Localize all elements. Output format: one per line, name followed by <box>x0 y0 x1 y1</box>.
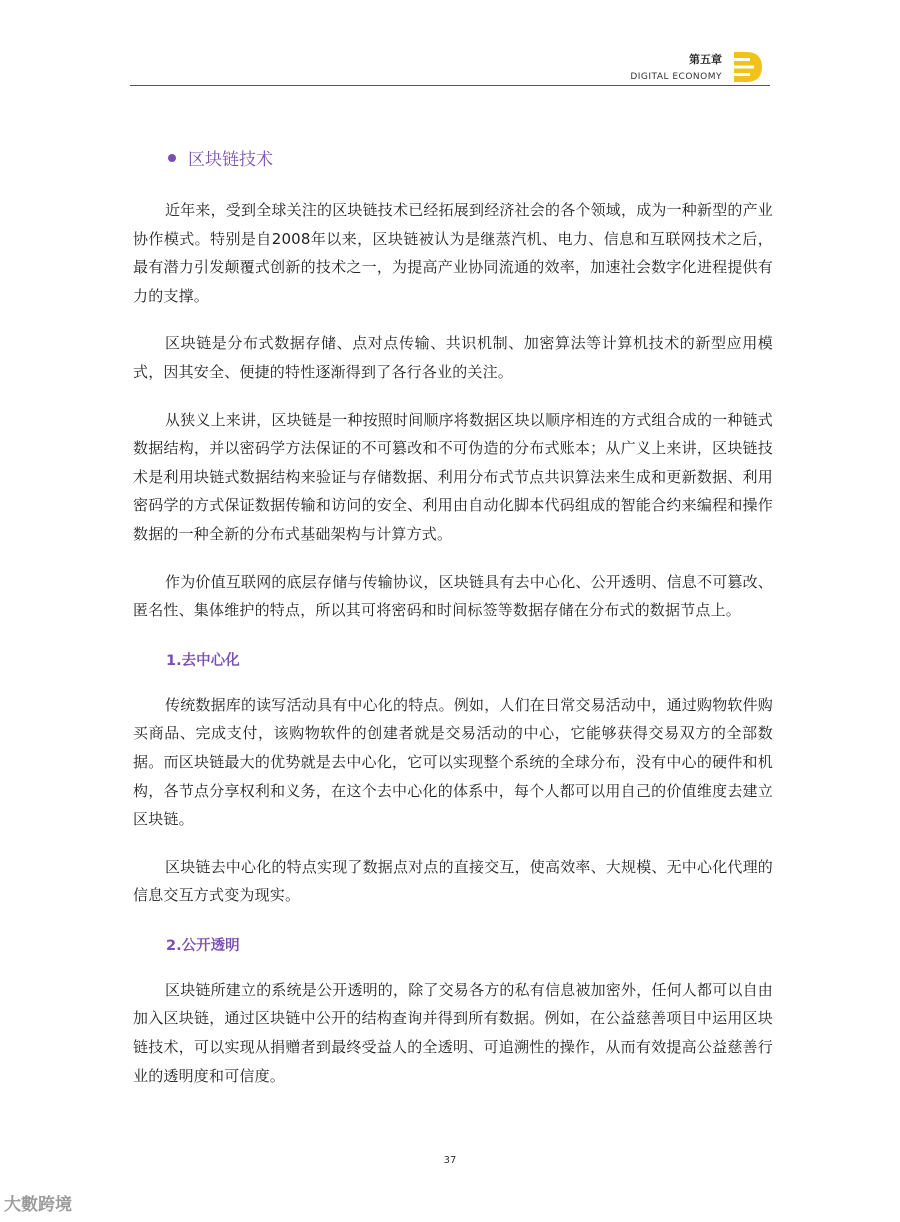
subheading-transparency: 2.公开透明 <box>166 937 240 954</box>
subheading-decentralization: 1.去中心化 <box>166 652 240 669</box>
paragraph: 从狭义上来讲，区块链是一种按照时间顺序将数据区块以顺序相连的方式组合成的一种链式数据结构，并以密码学方法保证的不可篡改和不可伪造的分布式账本；从广义上来讲，区块链技术是利用块链式数据结构来验证与存储数据、利用分布式节点共识算法来生成和更新数据、利用密码学的方式保证数据传输和访问的安全、利用由自动化脚本代码组成的智能合约来编程和操作数据的一种全新的分布式基础架构与计算方式。 <box>133 410 774 543</box>
bullet-icon <box>168 154 176 162</box>
main-content <box>133 145 773 1109</box>
paragraph: 传统数据库的读写活动具有中心化的特点。例如，人们在日常交易活动中，通过购物软件购买商品、完成支付，该购物软件的创建者就是交易活动的中心，它能够获得交易双方的全部数据。而区块链最大的优势就是去中心化，它可以实现整个系统的全球分布，没有中心的硬件和机构，各节点分享权利和义务，在这个去中心化的体系中，每个人都可以用自己的价值维度去建立区块链。 <box>133 695 774 829</box>
digital-economy-logo-icon <box>732 50 764 84</box>
paragraph: 近年来，受到全球关注的区块链技术已经拓展到经济社会的各个领域，成为一种新型的产业协作模式。特别是自2008年以来，区块链被认为是继蒸汽机、电力、信息和互联网技术之后，最有潜力引发颠覆式创新的技术之一，为提高产业协同流通的效率，加速社会数字化进程提供有力的支撑。 <box>133 201 774 305</box>
paragraph: 区块链是分布式数据存储、点对点传输、共识机制、加密算法等计算机技术的新型应用模式，因其安全、便捷的特性逐渐得到了各行各业的关注。 <box>133 334 773 381</box>
section-title-text: 区块链技术 <box>188 150 273 170</box>
paragraph: 区块链所建立的系统是公开透明的，除了交易各方的私有信息被加密外，任何人都可以自由加入区块链，通过区块链中公开的结构查询并得到所有数据。例如，在公益慈善项目中运用区块链技术，可以实现从捐赠者到最终受益人的全透明、可追溯性的操作，从而有效提高公益慈善行业的透明度和可信度。 <box>133 980 774 1085</box>
page-number: 37 <box>443 1155 457 1166</box>
paragraph: 区块链去中心化的特点实现了数据点对点的直接交互，使高效率、大规模、无中心化代理的信息交互方式变为现实。 <box>133 857 774 905</box>
header-divider <box>130 85 770 86</box>
page-header <box>130 0 770 88</box>
header-subtitle: DIGITAL ECONOMY <box>630 72 722 82</box>
paragraph: 作为价值互联网的底层存储与传输协议，区块链具有去中心化、公开透明、信息不可篡改、匿名性、集体维护的特点，所以其可将密码和时间标签等数据存储在分布式的数据节点上。 <box>133 572 774 620</box>
section-title <box>133 145 773 170</box>
chapter-label: 第五章 <box>689 53 722 66</box>
watermark-text: 大數跨境 <box>4 1195 72 1215</box>
